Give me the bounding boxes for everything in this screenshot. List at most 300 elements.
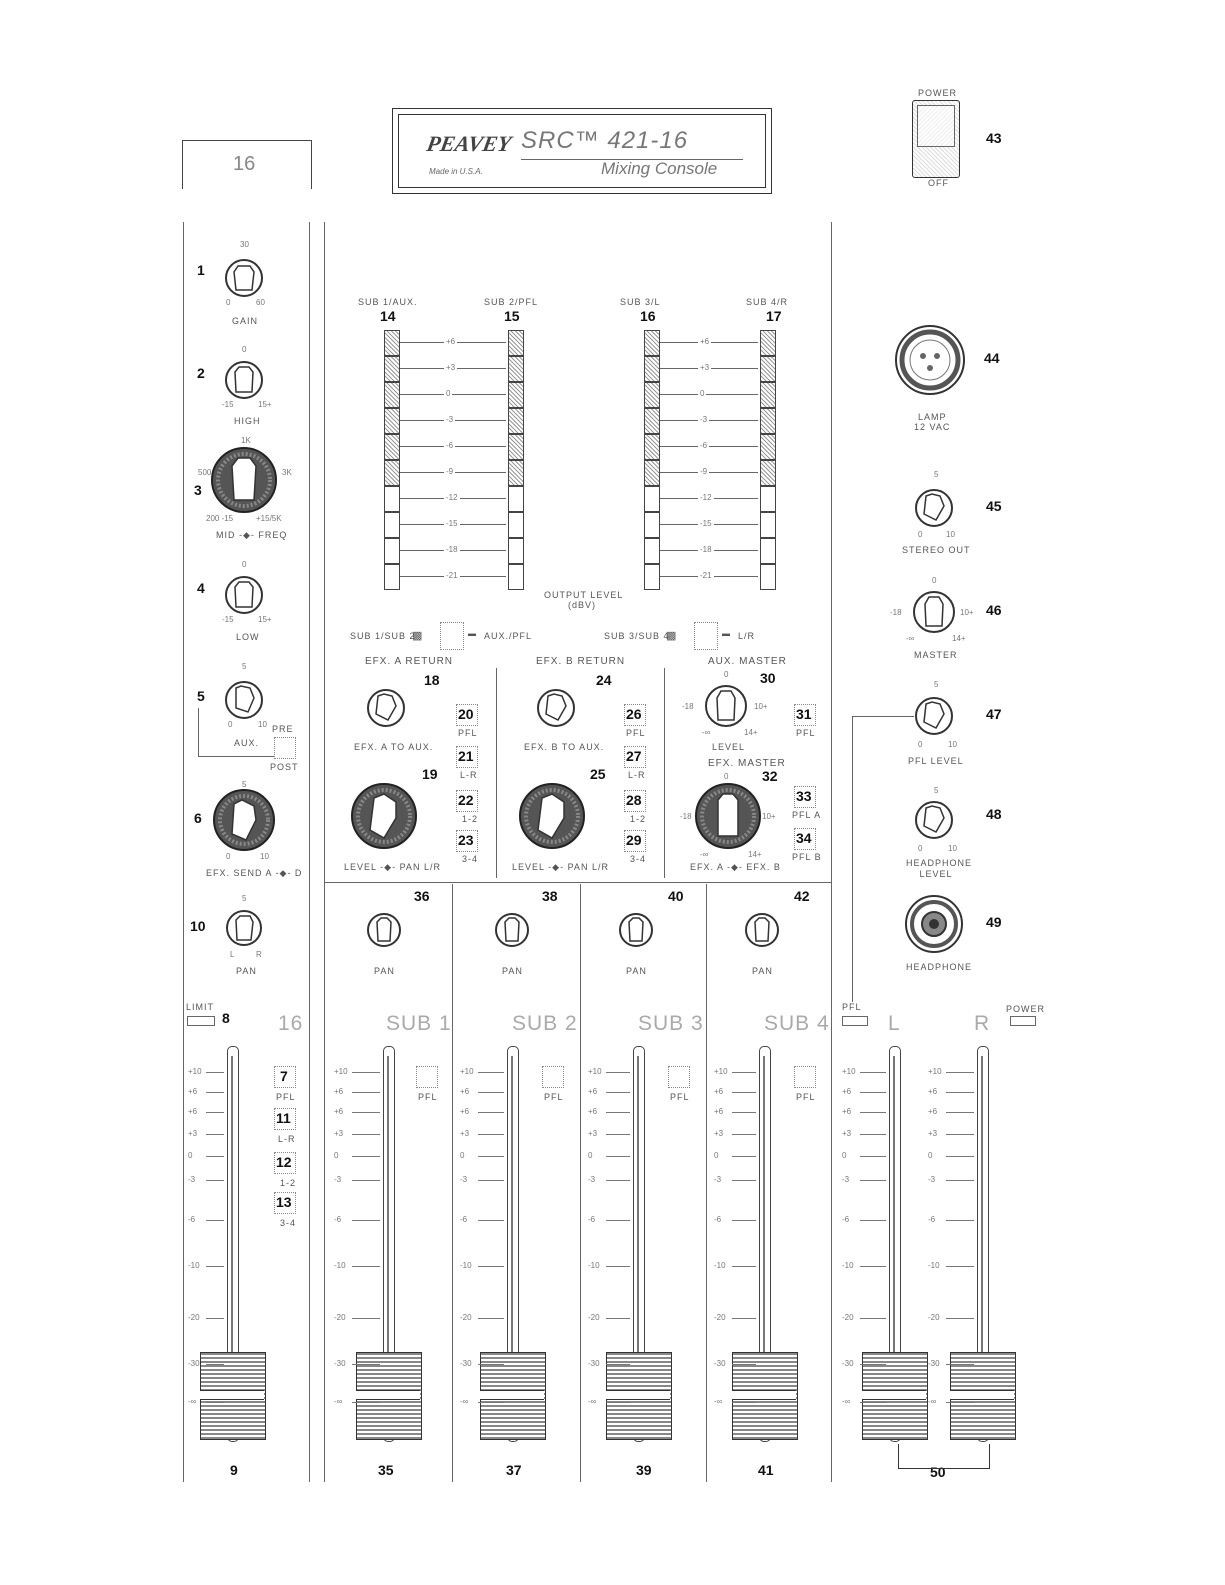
- aux-master-label: AUX. MASTER: [708, 656, 787, 667]
- master-left-label: L: [888, 1012, 901, 1035]
- channel-number-label: 16: [278, 1012, 304, 1035]
- efx-a-lr-label: L-R: [460, 770, 478, 780]
- efx-master-label: EFX. MASTER: [708, 758, 786, 769]
- fader-scale-label: 0: [842, 1151, 847, 1160]
- mid-gain-right: +15/5K: [256, 514, 282, 523]
- fader-scale-line: [478, 1134, 504, 1135]
- fader-scale-line: [860, 1112, 886, 1113]
- fader-cap-center: [480, 1390, 544, 1400]
- section-divider: [496, 668, 497, 878]
- callout-32: 32: [762, 768, 778, 784]
- sub4-pfl-label: PFL: [796, 1092, 816, 1102]
- fader-scale-line: [352, 1266, 380, 1267]
- fader-scale-line: [860, 1134, 886, 1135]
- pan-scale-left: L: [230, 950, 235, 959]
- efx-b-level-pan-knob[interactable]: [552, 816, 553, 817]
- fader-scale-label: -3: [188, 1175, 196, 1184]
- fader-scale-line: [606, 1402, 630, 1403]
- meter-led: [384, 330, 400, 356]
- fader-scale-label: +10: [460, 1067, 474, 1076]
- fader-scale-line: [606, 1092, 630, 1093]
- fader-scale-line: [352, 1180, 380, 1181]
- master-pfl-led: [842, 1016, 868, 1026]
- meter-led: [760, 538, 776, 564]
- fader-scale-label: -6: [460, 1215, 468, 1224]
- low-scale-top: 0: [242, 560, 247, 569]
- aux-master-knob[interactable]: [726, 706, 727, 707]
- meter-led: [508, 382, 524, 408]
- efx-a-to-aux-knob[interactable]: [386, 708, 387, 709]
- callout-39: 39: [636, 1462, 652, 1478]
- fader-cap-center: [732, 1390, 796, 1400]
- fader-scale-label: -6: [188, 1215, 196, 1224]
- fader-scale-line: [352, 1402, 380, 1403]
- meter-led: [508, 538, 524, 564]
- high-scale-right: 15+: [258, 400, 272, 409]
- aux-master-br: 14+: [744, 728, 758, 737]
- callout-43: 43: [986, 130, 1002, 146]
- fader-scale-line: [478, 1180, 504, 1181]
- high-scale-top: 0: [242, 345, 247, 354]
- sub3-pan-knob[interactable]: [636, 930, 637, 931]
- meter-led: [760, 460, 776, 486]
- sub4-pan-knob[interactable]: [762, 930, 763, 931]
- power-switch-label: POWER: [918, 88, 958, 98]
- meter-scale-label: -9: [700, 467, 708, 476]
- callout-6: 6: [194, 810, 202, 826]
- callout-30: 30: [760, 670, 776, 686]
- fader-scale-line: [946, 1092, 974, 1093]
- meter-scale-label: -15: [700, 519, 712, 528]
- meter-led: [508, 486, 524, 512]
- meter-scale-label: -18: [700, 545, 712, 554]
- mid-eq-knob[interactable]: [244, 480, 245, 481]
- fader-scale-line: [946, 1220, 974, 1221]
- efx-a-level-pan-knob[interactable]: [384, 816, 385, 817]
- aux-send-knob[interactable]: [244, 700, 245, 701]
- callout-33: 33: [796, 788, 812, 804]
- master-knob[interactable]: [934, 612, 935, 613]
- meter-led: [760, 408, 776, 434]
- meter-scale-label: -21: [446, 571, 458, 580]
- fader-scale-label: -6: [588, 1215, 596, 1224]
- pan-knob[interactable]: [244, 928, 245, 929]
- fader-scale-label: -∞: [842, 1397, 851, 1406]
- fader-scale-label: -20: [928, 1313, 940, 1322]
- fader-scale-line: [732, 1180, 756, 1181]
- aux-master-right: 10+: [754, 702, 768, 711]
- fader-scale-label: -3: [842, 1175, 850, 1184]
- fader-scale-label: -3: [928, 1175, 936, 1184]
- fader-scale-label: -20: [460, 1313, 472, 1322]
- fader-scale-label: -30: [460, 1359, 472, 1368]
- fader-scale-line: [206, 1072, 224, 1073]
- aux-label: AUX.: [234, 738, 260, 748]
- fader-scale-label: +6: [588, 1107, 598, 1116]
- callout-49: 49: [986, 914, 1002, 930]
- fader-scale-line: [352, 1072, 380, 1073]
- fader-scale-label: 0: [588, 1151, 593, 1160]
- aux-scale-left: 0: [228, 720, 233, 729]
- fader-scale-line: [606, 1180, 630, 1181]
- made-in-label: Made in U.S.A.: [429, 167, 483, 176]
- gain-label: GAIN: [232, 316, 259, 326]
- fader-scale-line: [946, 1364, 974, 1365]
- meter-led: [644, 538, 660, 564]
- fader-scale-line: [478, 1112, 504, 1113]
- fader-scale-label: -20: [334, 1313, 346, 1322]
- mid-freq-top: 1K: [241, 436, 251, 445]
- pfl-label: PFL: [276, 1092, 296, 1102]
- gain-scale-left: 0: [226, 298, 231, 307]
- aux-master-bl: -∞: [702, 728, 711, 737]
- fader-scale-line: [206, 1364, 224, 1365]
- fader-scale-line: [478, 1266, 504, 1267]
- callout-23: 23: [458, 832, 474, 848]
- meter-led: [508, 356, 524, 382]
- fader-scale-line: [946, 1072, 974, 1073]
- efx-b-pfl-label: PFL: [626, 728, 646, 738]
- sub2-pfl-label: PFL: [544, 1092, 564, 1102]
- efx-send-scale-right: 10: [260, 852, 269, 861]
- meter-label-sub1: SUB 1/AUX.: [358, 297, 418, 307]
- fader-scale-line: [352, 1220, 380, 1221]
- fader-scale-label: +6: [334, 1087, 344, 1096]
- callout-26: 26: [626, 706, 642, 722]
- fader-scale-label: -3: [460, 1175, 468, 1184]
- efx-b-to-aux-knob[interactable]: [556, 708, 557, 709]
- meter-select-left-switch[interactable]: [440, 622, 464, 650]
- pfl-level-knob[interactable]: [934, 716, 935, 717]
- fader-scale-line: [478, 1318, 504, 1319]
- fader-scale-line: [606, 1156, 630, 1157]
- pfl-level-label: PFL LEVEL: [908, 756, 964, 766]
- callout-48: 48: [986, 806, 1002, 822]
- fader-scale-label: -∞: [928, 1397, 937, 1406]
- fader-scale-label: +6: [460, 1087, 470, 1096]
- fader-scale-label: +10: [842, 1067, 856, 1076]
- section-divider: [324, 882, 831, 883]
- meter-scale-label: +3: [446, 363, 456, 372]
- fader-scale-line: [606, 1134, 630, 1135]
- meter-led: [384, 538, 400, 564]
- callout-36: 36: [414, 888, 430, 904]
- aux-pre-post-switch[interactable]: [274, 737, 296, 759]
- fader-scale-line: [206, 1112, 224, 1113]
- efx-a-34-label: 3-4: [462, 854, 479, 864]
- sub4-pan-label: PAN: [752, 966, 773, 976]
- sub4-pfl-button[interactable]: [794, 1066, 816, 1088]
- efx-send-knob[interactable]: [244, 820, 245, 821]
- efx-b-34-label: 3-4: [630, 854, 647, 864]
- meter-led: [384, 356, 400, 382]
- callout-45: 45: [986, 498, 1002, 514]
- stereo-out-right: 10: [946, 530, 955, 539]
- callout-13: 13: [276, 1194, 292, 1210]
- efx-a-level-pan-label: LEVEL -◆- PAN L/R: [344, 862, 441, 872]
- fader-scale-label: +6: [588, 1087, 598, 1096]
- fader-scale-line: [732, 1112, 756, 1113]
- aux-post-label: POST: [270, 762, 299, 772]
- callout-2: 2: [197, 365, 205, 381]
- fader-scale-line: [860, 1364, 886, 1365]
- sub2-label: SUB 2: [512, 1012, 578, 1035]
- callout-4: 4: [197, 580, 205, 596]
- efx-master-knob[interactable]: [728, 816, 729, 817]
- sub34-label: 3-4: [280, 1218, 297, 1228]
- fader-scale-line: [606, 1220, 630, 1221]
- fader-scale-label: 0: [928, 1151, 933, 1160]
- meter-led: [384, 382, 400, 408]
- meter-scale-label: +3: [700, 363, 710, 372]
- fader-scale-line: [860, 1220, 886, 1221]
- fader-scale-label: -10: [714, 1261, 726, 1270]
- mid-freq-left: 500: [198, 468, 212, 477]
- efx-master-left: -18: [680, 812, 692, 821]
- gain-scale-right: 60: [256, 298, 265, 307]
- fader-scale-label: +3: [460, 1129, 470, 1138]
- fader-scale-line: [352, 1364, 380, 1365]
- high-label: HIGH: [234, 416, 261, 426]
- efx-master-top: 0: [724, 772, 729, 781]
- fader-scale-label: +3: [842, 1129, 852, 1138]
- sub1-pfl-button[interactable]: [416, 1066, 438, 1088]
- sub2-pan-knob[interactable]: [512, 930, 513, 931]
- model-subtitle: Mixing Console: [601, 159, 718, 178]
- meter-led: [644, 564, 660, 590]
- fader-scale-line: [352, 1112, 380, 1113]
- fader-scale-line: [352, 1134, 380, 1135]
- fader-scale-label: +6: [928, 1107, 938, 1116]
- sub3-pfl-button[interactable]: [668, 1066, 690, 1088]
- headphone-level-right: 10: [948, 844, 957, 853]
- meter-led: [384, 434, 400, 460]
- fader-scale-line: [478, 1220, 504, 1221]
- fader-cap-center: [200, 1390, 264, 1400]
- master-right: 10+: [960, 608, 974, 617]
- meter-scale-label: 0: [700, 389, 705, 398]
- brand-logo: PEAVEY: [424, 131, 514, 156]
- aux-master-left: -18: [682, 702, 694, 711]
- fader-scale-line: [946, 1266, 974, 1267]
- pfl-level-right: 10: [948, 740, 957, 749]
- meter-scale-label: -9: [446, 467, 454, 476]
- power-led-label: POWER: [1006, 1004, 1046, 1014]
- fader-scale-line: [206, 1402, 224, 1403]
- fader-scale-line: [732, 1092, 756, 1093]
- panel-divider: [183, 222, 184, 1482]
- headphone-jack[interactable]: [934, 924, 935, 925]
- meter-led: [644, 330, 660, 356]
- pfl-a-label: PFL A: [792, 810, 822, 820]
- meter-led: [644, 408, 660, 434]
- efx-a-pfl-label: PFL: [458, 728, 478, 738]
- meter-led: [760, 564, 776, 590]
- fader-scale-label: -30: [188, 1359, 200, 1368]
- meter-led: [644, 512, 660, 538]
- callout-44: 44: [984, 350, 1000, 366]
- fader-scale-line: [206, 1180, 224, 1181]
- fader-scale-line: [606, 1072, 630, 1073]
- stereo-out-knob[interactable]: [934, 508, 935, 509]
- fader-scale-line: [352, 1092, 380, 1093]
- output-level-label: OUTPUT LEVEL: [544, 590, 624, 600]
- master-pfl-led-label: PFL: [842, 1002, 862, 1012]
- callout-1: 1: [197, 262, 205, 278]
- callout-24: 24: [596, 672, 612, 688]
- headphone-level-left: 0: [918, 844, 923, 853]
- sub2-pfl-button[interactable]: [542, 1066, 564, 1088]
- fader-cap-center: [862, 1390, 926, 1400]
- fader-scale-line: [860, 1072, 886, 1073]
- aux-master-top: 0: [724, 670, 729, 679]
- sub1-pan-knob[interactable]: [384, 930, 385, 931]
- fader-scale-label: +6: [842, 1087, 852, 1096]
- aux-master-level-label: LEVEL: [712, 742, 746, 752]
- meter-led: [644, 382, 660, 408]
- fader-scale-label: -6: [334, 1215, 342, 1224]
- callout-8: 8: [222, 1010, 230, 1026]
- sub3-pfl-label: PFL: [670, 1092, 690, 1102]
- fader-scale-label: -∞: [460, 1397, 469, 1406]
- stereo-out-label: STEREO OUT: [902, 545, 971, 555]
- stereo-out-left: 0: [918, 530, 923, 539]
- fader-scale-label: +6: [714, 1087, 724, 1096]
- fader-scale-label: +10: [188, 1067, 202, 1076]
- meter-scale-label: -12: [446, 493, 458, 502]
- callout-22: 22: [458, 792, 474, 808]
- fader-scale-label: +10: [714, 1067, 728, 1076]
- efx-master-right: 10+: [762, 812, 776, 821]
- callout-16: 16: [640, 308, 656, 324]
- fader-scale-label: -20: [714, 1313, 726, 1322]
- fader-scale-label: +6: [188, 1087, 198, 1096]
- callout-leader: [198, 708, 199, 756]
- power-switch[interactable]: [912, 100, 960, 178]
- mid-gain-left: 200 -15: [206, 514, 234, 523]
- fader-scale-label: +10: [928, 1067, 942, 1076]
- sub1-pfl-label: PFL: [418, 1092, 438, 1102]
- callout-42: 42: [794, 888, 810, 904]
- fader-scale-label: -3: [334, 1175, 342, 1184]
- fader-scale-label: -30: [842, 1359, 854, 1368]
- high-eq-knob[interactable]: [244, 380, 245, 381]
- pfl-level-left: 0: [918, 740, 923, 749]
- fader-scale-label: -10: [334, 1261, 346, 1270]
- aux-scale-right: 10: [258, 720, 267, 729]
- meter-scale-label: -3: [446, 415, 454, 424]
- meter-scale-line: [400, 394, 506, 395]
- efx-send-label: EFX. SEND A -◆- D: [206, 868, 303, 878]
- sub3-label: SUB 3: [638, 1012, 704, 1035]
- callout-leader: [198, 756, 274, 757]
- fader-scale-label: -20: [842, 1313, 854, 1322]
- limit-led: [187, 1016, 215, 1026]
- fader-scale-label: 0: [714, 1151, 719, 1160]
- meter-select-right-switch[interactable]: [694, 622, 718, 650]
- fader-scale-label: +6: [928, 1087, 938, 1096]
- efx-send-scale-left: 0: [226, 852, 231, 861]
- power-off-label: OFF: [928, 178, 949, 188]
- section-divider: [664, 668, 665, 878]
- pan-label: PAN: [236, 966, 257, 976]
- meter-led: [384, 460, 400, 486]
- headphone-level-top: 5: [934, 786, 939, 795]
- low-label: LOW: [236, 632, 260, 642]
- meter-scale-line: [660, 394, 758, 395]
- efx-b-return-label: EFX. B RETURN: [536, 656, 626, 667]
- meter-led: [384, 486, 400, 512]
- fader-scale-label: +3: [928, 1129, 938, 1138]
- efx-b-to-aux-label: EFX. B TO AUX.: [524, 742, 605, 752]
- meter-led: [644, 486, 660, 512]
- stereo-out-top: 5: [934, 470, 939, 479]
- meter-led: [760, 486, 776, 512]
- meter-led: [508, 512, 524, 538]
- meter-led: [644, 434, 660, 460]
- fader-scale-line: [206, 1318, 224, 1319]
- low-eq-knob[interactable]: [244, 595, 245, 596]
- panel-divider: [324, 222, 325, 1482]
- fader-scale-label: -30: [714, 1359, 726, 1368]
- master-bl: -∞: [906, 634, 915, 643]
- efx-a-12-label: 1-2: [462, 814, 479, 824]
- fader-scale-line: [478, 1402, 504, 1403]
- lamp-voltage-label: 12 VAC: [914, 422, 951, 432]
- fader-scale-label: -∞: [714, 1397, 723, 1406]
- lamp-socket[interactable]: [930, 360, 931, 361]
- callout-34: 34: [796, 830, 812, 846]
- headphone-label: HEADPHONE: [906, 962, 973, 972]
- fader-scale-line: [206, 1156, 224, 1157]
- meter-scale-label: -6: [700, 441, 708, 450]
- meter-led: [760, 512, 776, 538]
- power-led: [1010, 1016, 1036, 1026]
- fader-scale-label: -6: [842, 1215, 850, 1224]
- efx-b-12-label: 1-2: [630, 814, 647, 824]
- headphone-level-knob[interactable]: [934, 820, 935, 821]
- fader-scale-label: -30: [334, 1359, 346, 1368]
- callout-7: 7: [280, 1068, 288, 1084]
- sub1-label: SUB 1: [386, 1012, 452, 1035]
- fader-scale-line: [732, 1318, 756, 1319]
- callout-leader: [852, 716, 914, 717]
- fader-scale-line: [206, 1220, 224, 1221]
- efx-b-lr-label: L-R: [628, 770, 646, 780]
- callout-leader: [852, 716, 853, 1002]
- fader-scale-line: [606, 1112, 630, 1113]
- callout-17: 17: [766, 308, 782, 324]
- fader-scale-label: +10: [334, 1067, 348, 1076]
- meter-scale-label: -15: [446, 519, 458, 528]
- meter-select-right-glyph: ▩: [666, 630, 678, 642]
- meter-select-right-alt: L/R: [738, 631, 756, 641]
- fader-scale-line: [946, 1156, 974, 1157]
- fader-scale-line: [860, 1180, 886, 1181]
- fader-scale-label: +3: [714, 1129, 724, 1138]
- meter-scale-label: +6: [700, 337, 710, 346]
- fader-scale-line: [606, 1364, 630, 1365]
- fader-scale-line: [860, 1266, 886, 1267]
- fader-scale-line: [478, 1156, 504, 1157]
- gain-knob[interactable]: [244, 278, 245, 279]
- channel-number-box: [182, 140, 312, 189]
- low-scale-right: 15+: [258, 615, 272, 624]
- callout-37: 37: [506, 1462, 522, 1478]
- master-top: 0: [932, 576, 937, 585]
- meter-select-right-alt-glyph: ▬: [722, 629, 731, 638]
- fader-scale-line: [606, 1266, 630, 1267]
